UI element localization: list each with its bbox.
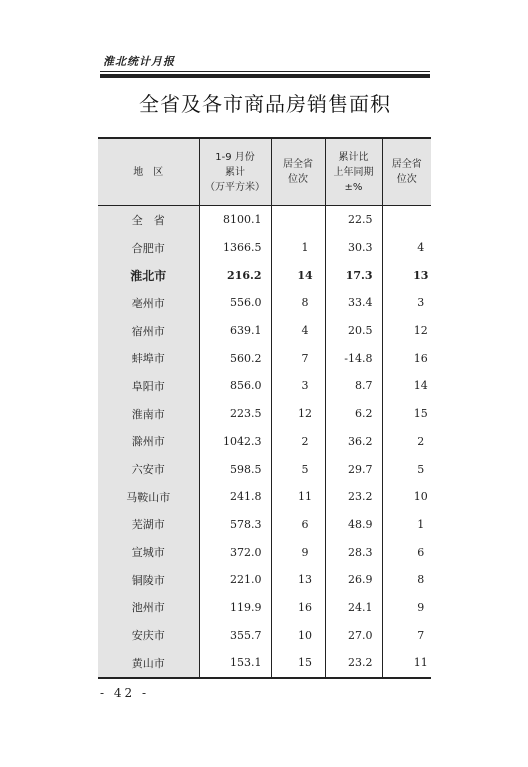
page-title: 全省及各市商品房销售面积 [139, 92, 391, 116]
page-number: - 42 - [100, 686, 150, 700]
table-row [98, 372, 431, 400]
cumulative-cell: 856.0 [199, 372, 271, 400]
region-cell: 全 省 [98, 206, 199, 234]
cumulative-cell: 578.3 [199, 511, 271, 539]
cumulative-cell: 1042.3 [199, 428, 271, 456]
rank-area-cell: 7 [271, 344, 325, 372]
column-header-rank-change: 居全省 位次 [382, 139, 431, 206]
region-cell: 马鞍山市 [98, 483, 199, 511]
rank-area-cell: 16 [271, 594, 325, 622]
rank-area-cell: 9 [271, 538, 325, 566]
cumulative-cell: 119.9 [199, 594, 271, 622]
rank-area-cell: 10 [271, 621, 325, 649]
sales-area-table [98, 137, 431, 679]
change-pct-cell: 20.5 [325, 317, 382, 345]
region-cell: 淮南市 [98, 400, 199, 428]
table-row [98, 261, 431, 289]
table-row [98, 206, 431, 234]
table-row [98, 538, 431, 566]
rank-change-cell: 13 [413, 268, 429, 282]
region-cell: 宿州市 [98, 317, 199, 345]
cumulative-cell: 556.0 [199, 289, 271, 317]
table-row [98, 649, 431, 677]
table-row [98, 594, 431, 622]
cumulative-cell: 221.0 [199, 566, 271, 594]
change-pct-cell: -14.8 [325, 344, 382, 372]
rank-change-cell: 7 [417, 628, 425, 642]
region-cell: 淮北市 [98, 261, 199, 289]
rank-change-cell: 9 [417, 600, 425, 614]
cumulative-cell: 241.8 [199, 483, 271, 511]
region-cell: 滁州市 [98, 428, 199, 456]
publication-title: 淮北统计月报 [103, 55, 175, 68]
rank-change-cell: 8 [417, 573, 425, 587]
region-cell: 池州市 [98, 594, 199, 622]
table-row [98, 289, 431, 317]
change-pct-cell: 36.2 [325, 428, 382, 456]
cumulative-cell: 639.1 [199, 317, 271, 345]
cumulative-cell: 223.5 [199, 400, 271, 428]
change-pct-cell: 22.5 [325, 206, 382, 234]
change-pct-cell: 23.2 [325, 649, 382, 677]
rank-change-cell: 4 [417, 241, 425, 255]
table-row [98, 566, 431, 594]
rank-change-cell: 14 [413, 379, 428, 393]
table-row [98, 317, 431, 345]
rank-change-cell [382, 206, 431, 234]
rank-area-cell [271, 206, 325, 234]
table-row [98, 455, 431, 483]
header-divider-thin [100, 71, 430, 72]
rank-change-cell: 1 [417, 517, 425, 531]
rank-area-cell: 14 [271, 261, 325, 289]
table-row [98, 511, 431, 539]
change-pct-cell: 27.0 [325, 621, 382, 649]
rank-change-cell: 11 [413, 656, 428, 670]
rank-area-cell: 13 [271, 566, 325, 594]
change-pct-cell: 48.9 [325, 511, 382, 539]
table-row [98, 621, 431, 649]
cumulative-cell: 8100.1 [199, 206, 271, 234]
cumulative-cell: 598.5 [199, 455, 271, 483]
cumulative-cell: 372.0 [199, 538, 271, 566]
cumulative-cell: 1366.5 [199, 234, 271, 262]
rank-change-cell: 6 [417, 545, 425, 559]
rank-area-cell: 15 [271, 649, 325, 677]
rank-area-cell: 5 [271, 455, 325, 483]
table-row [98, 428, 431, 456]
region-cell: 亳州市 [98, 289, 199, 317]
cumulative-cell: 355.7 [199, 621, 271, 649]
column-header-change-pct: 累计比 上年同期 ±% [325, 139, 382, 206]
region-cell: 黄山市 [98, 649, 199, 677]
table-row [98, 234, 431, 262]
region-cell: 铜陵市 [98, 566, 199, 594]
rank-change-cell: 5 [417, 462, 425, 476]
rank-area-cell: 6 [271, 511, 325, 539]
rank-area-cell: 2 [271, 428, 325, 456]
rank-change-cell: 12 [413, 324, 428, 338]
change-pct-cell: 6.2 [325, 400, 382, 428]
rank-area-cell: 11 [271, 483, 325, 511]
rank-area-cell: 1 [271, 234, 325, 262]
column-header-rank-area: 居全省 位次 [271, 139, 325, 206]
region-cell: 蚌埠市 [98, 344, 199, 372]
change-pct-cell: 17.3 [325, 261, 382, 289]
table-row [98, 344, 431, 372]
cumulative-cell: 216.2 [199, 261, 271, 289]
change-pct-cell: 26.9 [325, 566, 382, 594]
change-pct-cell: 30.3 [325, 234, 382, 262]
rank-area-cell: 8 [271, 289, 325, 317]
table-row [98, 400, 431, 428]
rank-area-cell: 3 [271, 372, 325, 400]
change-pct-cell: 29.7 [325, 455, 382, 483]
column-header-cumulative: 1-9 月份 累计 （万平方米） [199, 139, 271, 206]
rank-area-cell: 4 [271, 317, 325, 345]
change-pct-cell: 24.1 [325, 594, 382, 622]
column-header-region: 地 区 [98, 139, 199, 206]
rank-change-cell: 16 [413, 351, 428, 365]
cumulative-cell: 560.2 [199, 344, 271, 372]
region-cell: 宣城市 [98, 538, 199, 566]
rank-change-cell: 10 [413, 490, 428, 504]
change-pct-cell: 8.7 [325, 372, 382, 400]
rank-change-cell: 15 [413, 407, 428, 421]
change-pct-cell: 28.3 [325, 538, 382, 566]
rank-change-cell: 2 [417, 434, 425, 448]
table-header-row [98, 139, 431, 206]
cumulative-cell: 153.1 [199, 649, 271, 677]
change-pct-cell: 33.4 [325, 289, 382, 317]
region-cell: 阜阳市 [98, 372, 199, 400]
region-cell: 合肥市 [98, 234, 199, 262]
table-row [98, 483, 431, 511]
region-cell: 芜湖市 [98, 511, 199, 539]
rank-area-cell: 12 [271, 400, 325, 428]
region-cell: 六安市 [98, 455, 199, 483]
change-pct-cell: 23.2 [325, 483, 382, 511]
header-divider-thick [100, 74, 430, 78]
rank-change-cell: 3 [417, 296, 425, 310]
region-cell: 安庆市 [98, 621, 199, 649]
